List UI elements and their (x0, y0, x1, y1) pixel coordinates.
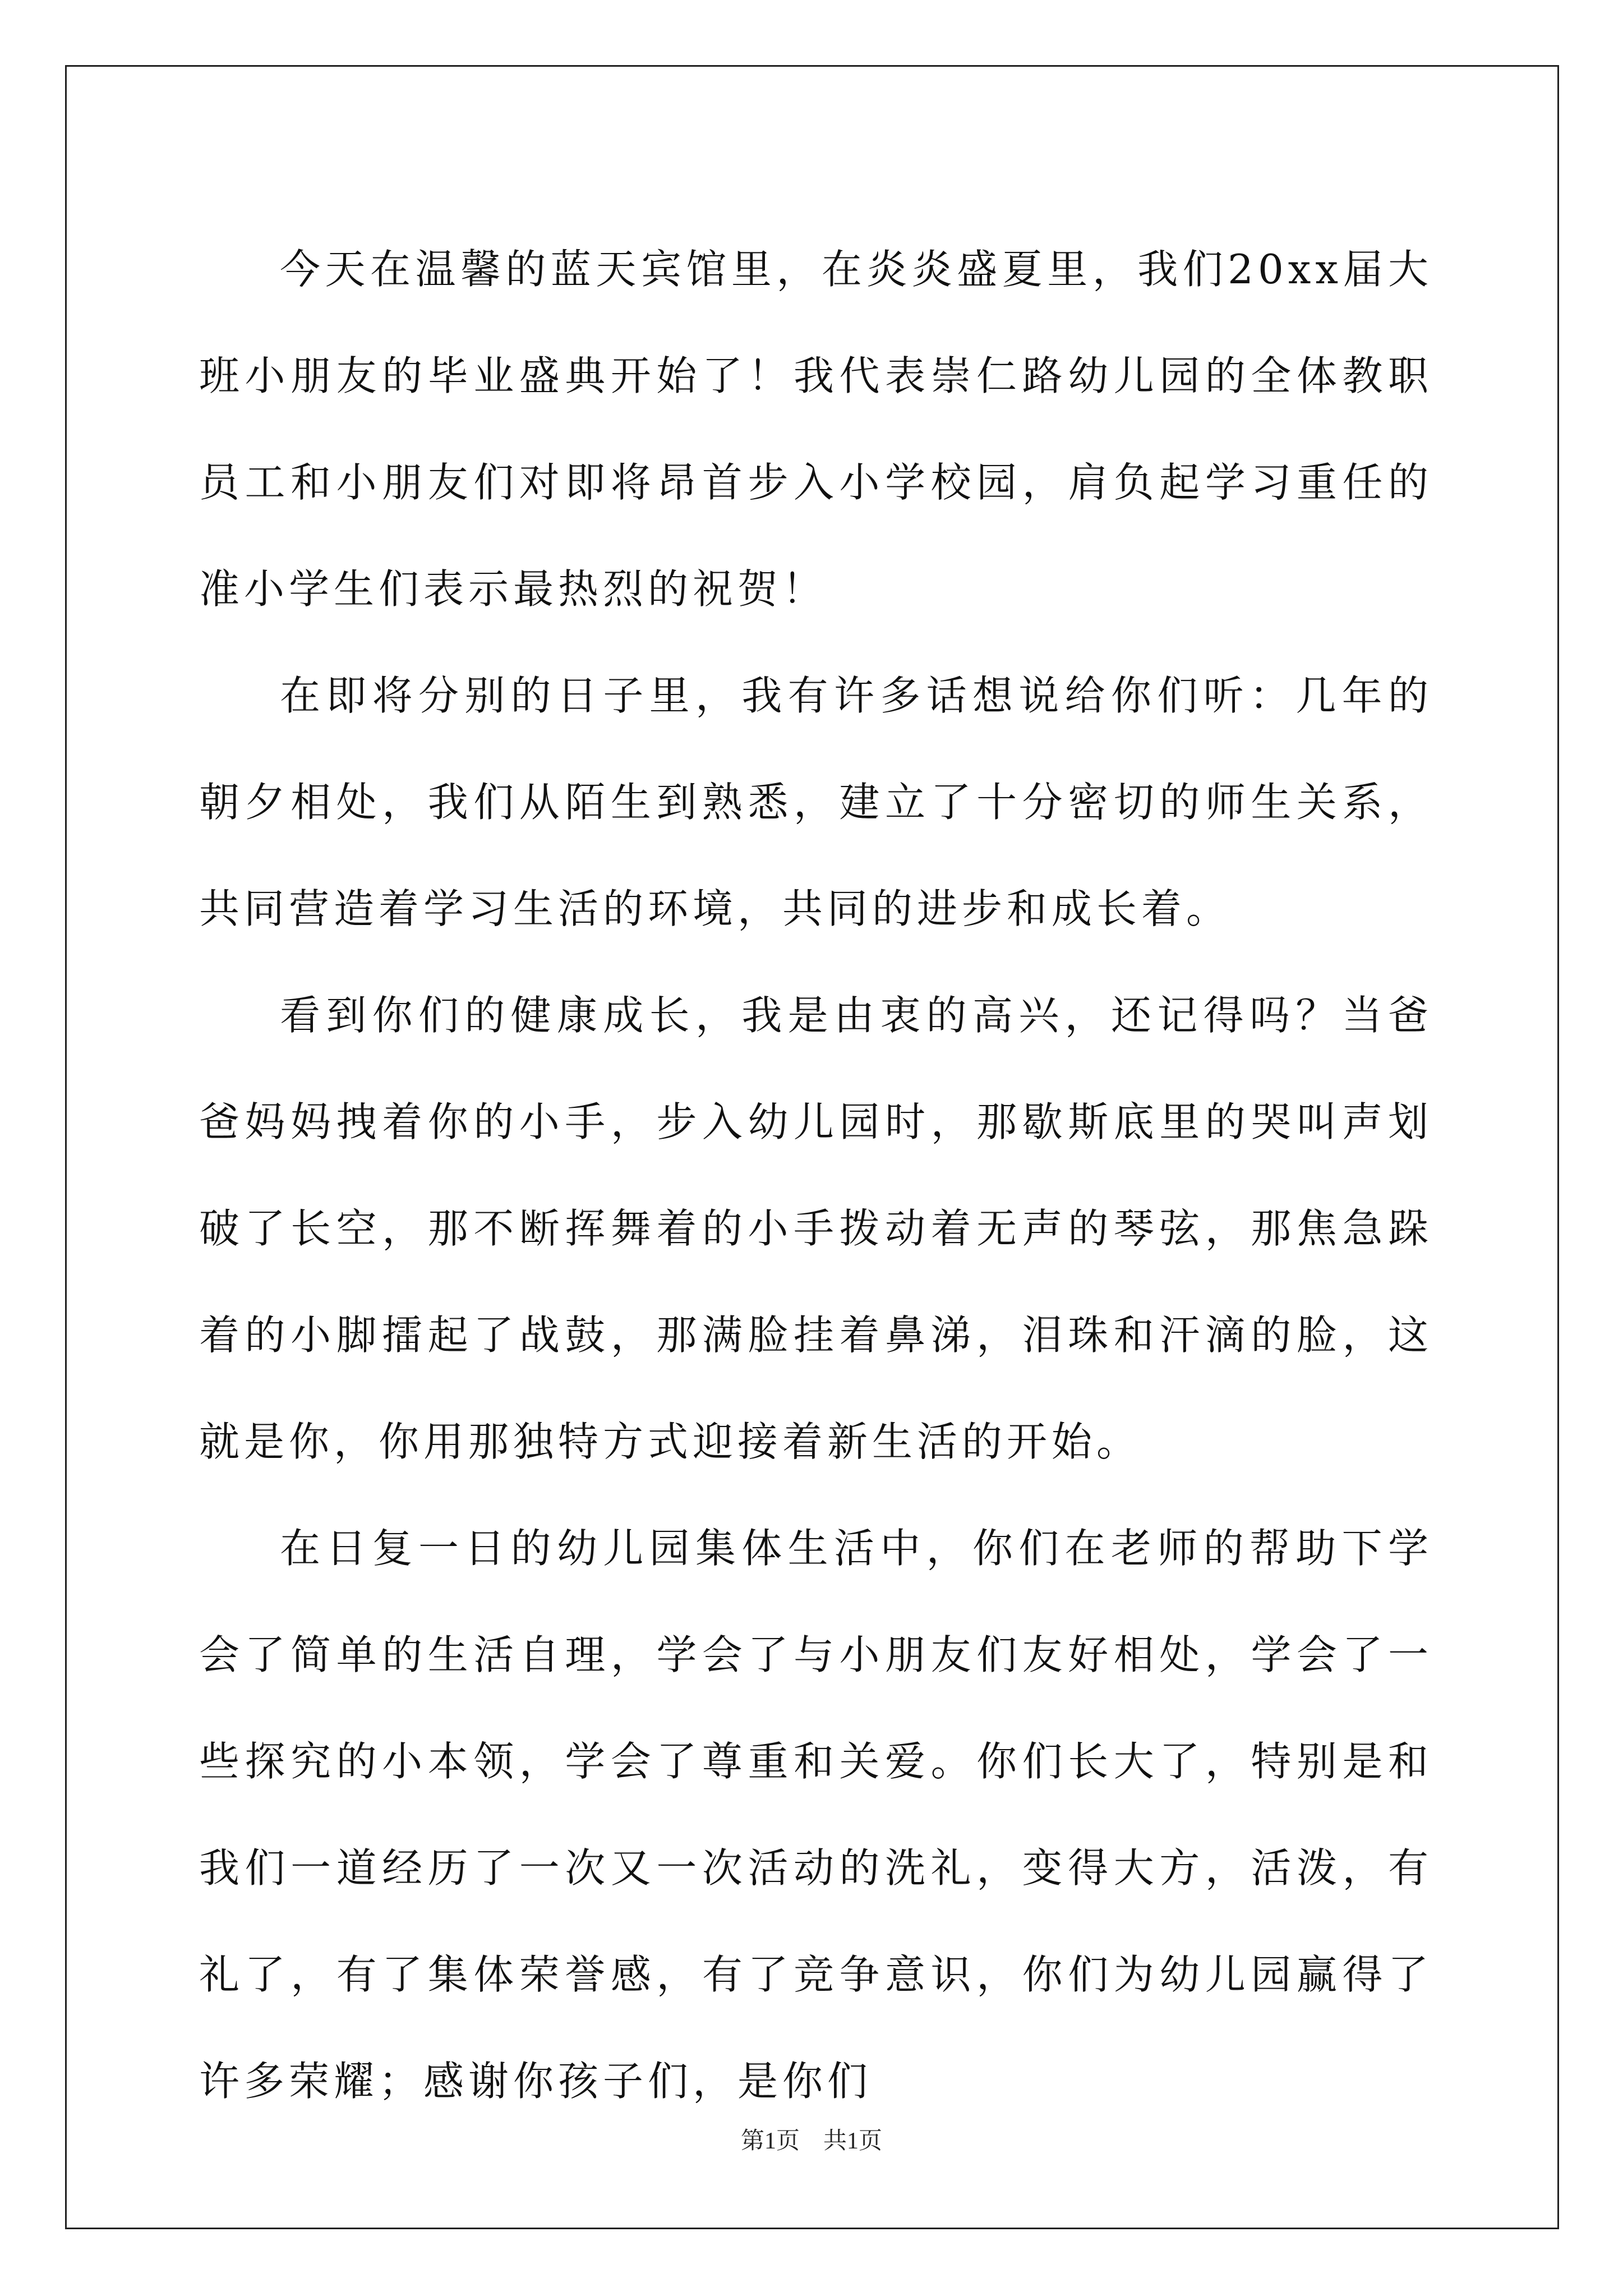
page-footer: 第1页 共1页 (740, 2128, 882, 2154)
paragraph-3: 看到你们的健康成长，我是由衷的高兴，还记得吗？当爸爸妈妈拽着你的小手，步入幼儿园时，那歇斯底里的哭叫声划破了长空，那不断挥舞着的小手拨动着无声的琴弦，那焦急跺着的小脚擂起了战鼓，那满脸挂着鼻涕，泪珠和汗滴的脸，这就是你，你用那独特方式迎接着新生活的开始。 (199, 992, 1433, 1465)
paragraph-4: 在日复一日的幼儿园集体生活中，你们在老师的帮助下学会了简单的生活自理，学会了与小朋友们友好相处，学会了一些探究的小本领，学会了尊重和关爱。你们长大了，特别是和我们一道经历了一次又一次活动的洗礼，变得大方，活泼，有礼了，有了集体荣誉感，有了竞争意识，你们为幼儿园赢得了许多荣耀；感谢你孩子们，是你们 (199, 1525, 1433, 2105)
paragraph-1: 今天在温馨的蓝天宾馆里，在炎炎盛夏里，我们20xx届大班小朋友的毕业盛典开始了！我代表崇仁路幼儿园的全体教职员工和小朋友们对即将昂首步入小学校园，肩负起学习重任的准小学生们表示最热烈的祝贺！ (199, 246, 1433, 613)
paragraph-2: 在即将分别的日子里，我有许多话想说给你们听：几年的朝夕相处，我们从陌生到熟悉，建立了十分密切的师生关系，共同营造着学习生活的环境，共同的进步和成长着。 (199, 672, 1433, 932)
document-body (199, 216, 1433, 2134)
